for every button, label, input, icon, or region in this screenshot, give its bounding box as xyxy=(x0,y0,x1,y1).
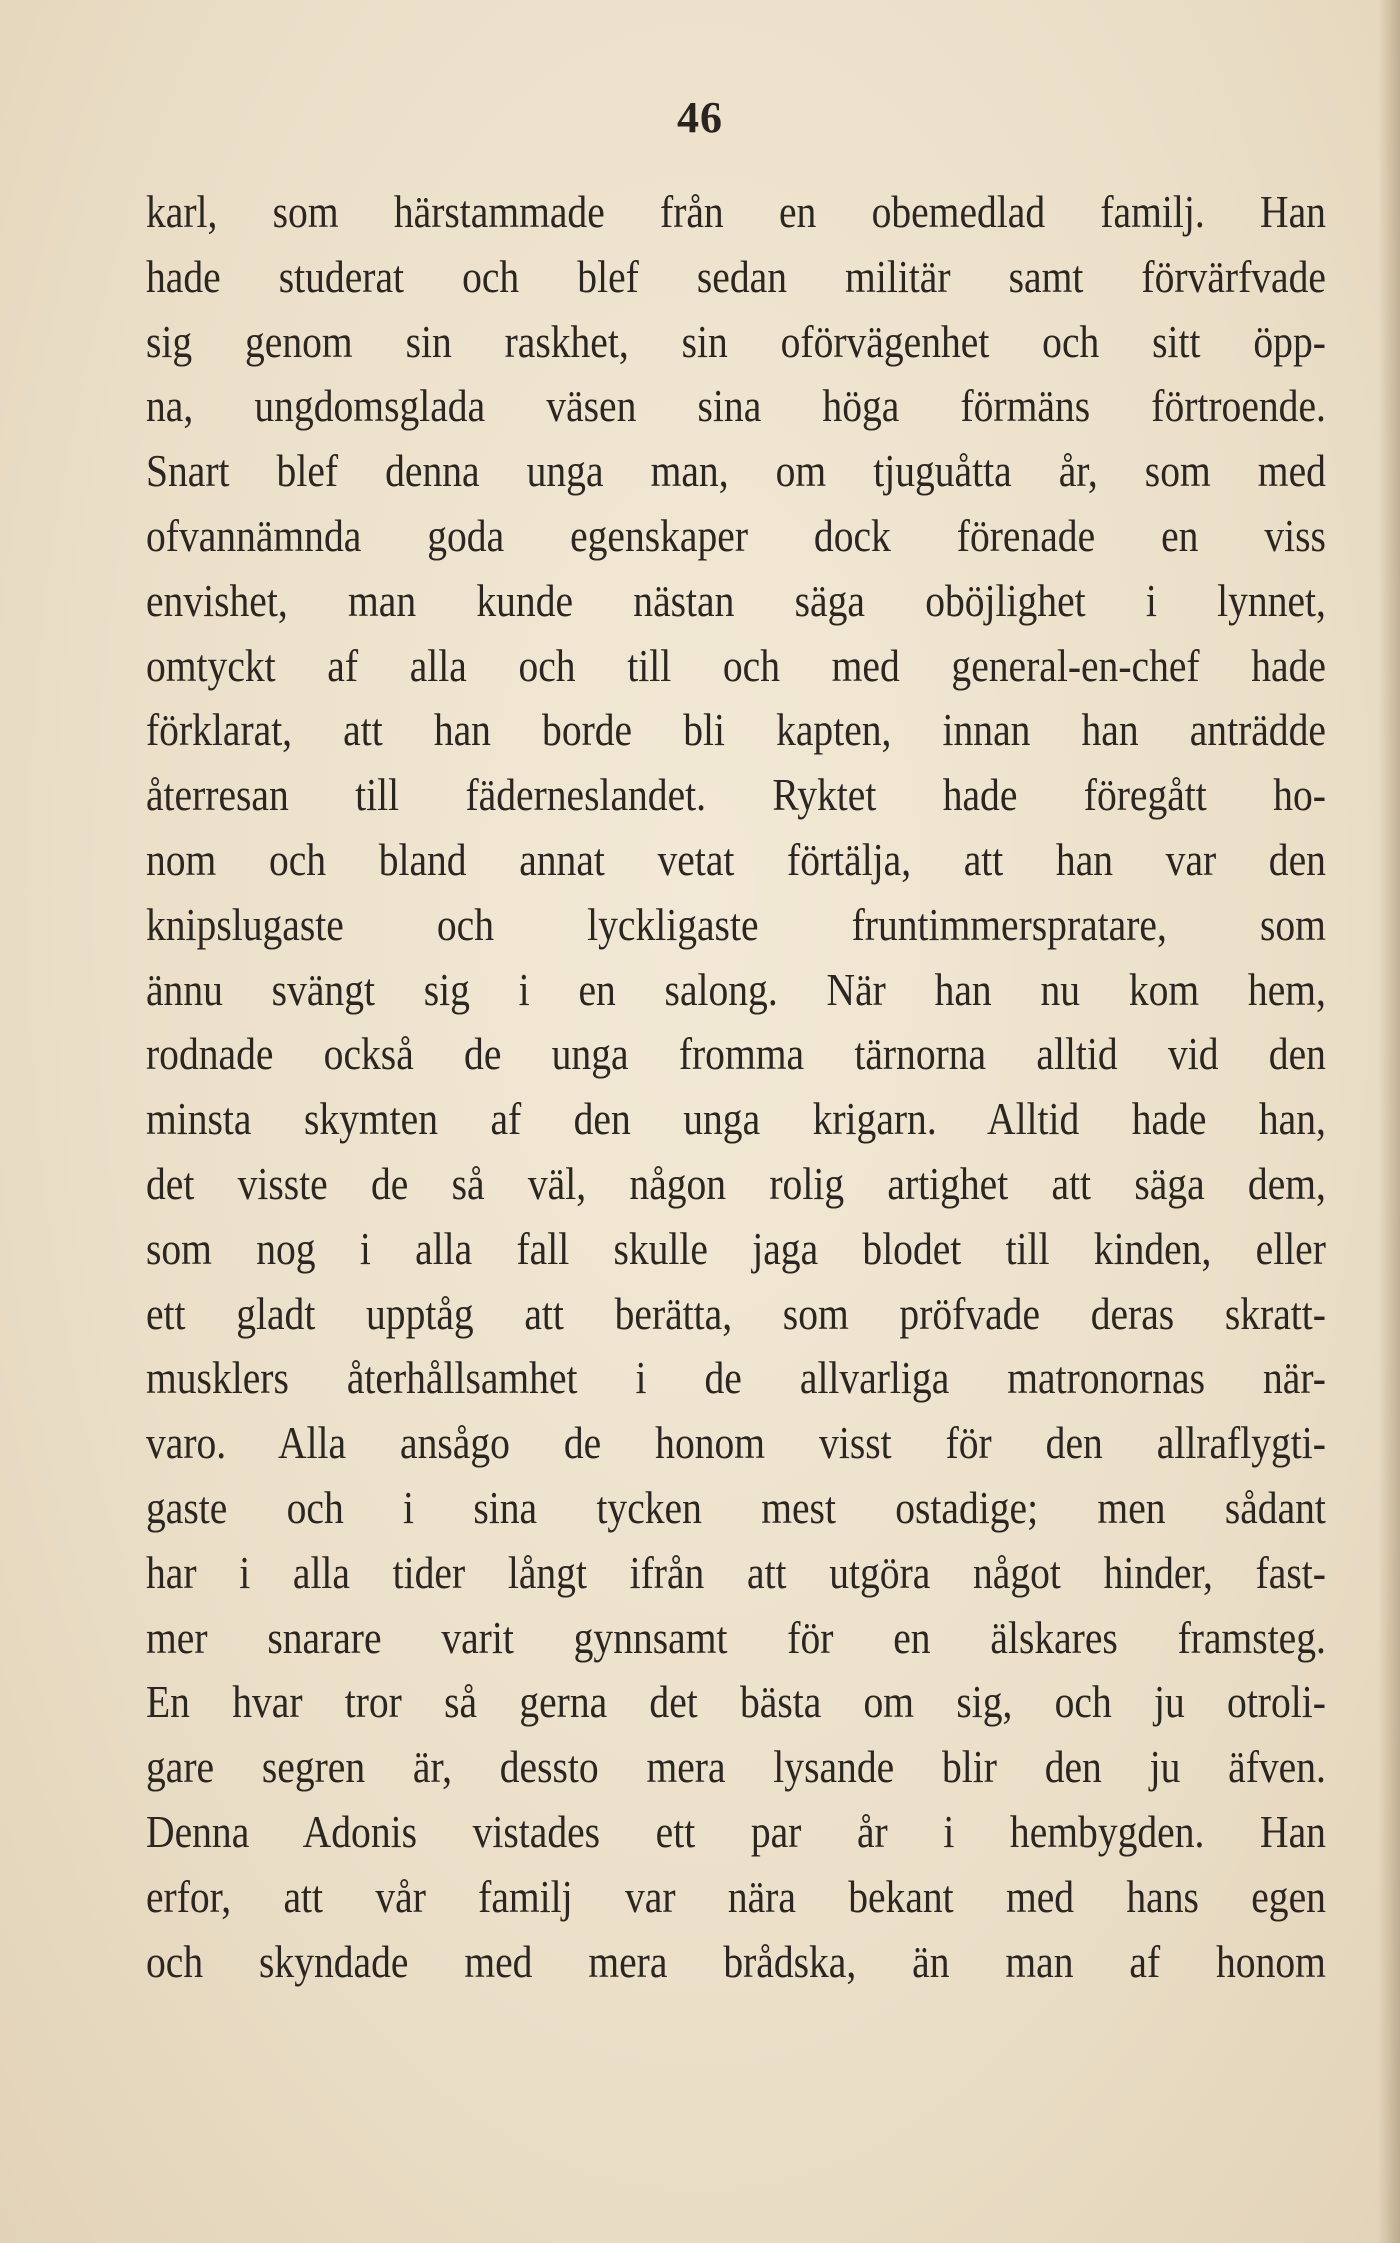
text-line: karl, som härstammade från en obemedlad familj. Han xyxy=(146,186,1326,237)
page-number: 46 xyxy=(677,93,723,142)
text-line: ett gladt upptåg att berätta, som pröfvade deras skratt- xyxy=(146,1287,1326,1339)
page-edge-shadow xyxy=(1378,0,1400,2243)
text-line: har i alla tider långt ifrån att utgöra något hinder, fast- xyxy=(146,1546,1326,1598)
text-line: erfor, att vår familj var nära bekant med hans egen xyxy=(146,1870,1326,1922)
text-line: knipslugaste och lyckligaste fruntimmerspratare, som xyxy=(146,898,1326,950)
text-line: Snart blef denna unga man, om tjuguåtta år, som med xyxy=(146,445,1326,497)
text-line: musklers återhållsamhet i de allvarliga matronornas när- xyxy=(146,1352,1326,1404)
text-line: ofvannämnda goda egenskaper dock förenade en viss xyxy=(146,509,1326,561)
text-line: hade studerat och blef sedan militär samt förvärfvade xyxy=(146,250,1326,302)
text-line: rodnade också de unga fromma tärnorna alltid vid den xyxy=(146,1028,1326,1080)
text-line: na, ungdomsglada väsen sina höga förmäns förtroende. xyxy=(146,380,1326,432)
text-line: och skyndade med mera brådska, än man af honom xyxy=(146,1935,1326,1987)
text-line: som nog i alla fall skulle jaga blodet till kinden, eller xyxy=(146,1222,1326,1274)
text-line: nom och bland annat vetat förtälja, att han var den xyxy=(146,833,1326,885)
text-line: gare segren är, dessto mera lysande blir den ju äfven. xyxy=(146,1741,1326,1793)
text-line: Denna Adonis vistades ett par år i hembygden. Han xyxy=(146,1805,1326,1857)
text-line: återresan till fäderneslandet. Ryktet hade föregått ho- xyxy=(146,769,1326,821)
text-line: envishet, man kunde nästan säga oböjlighet i lynnet, xyxy=(146,574,1326,626)
text-line: minsta skymten af den unga krigarn. Alltid hade han, xyxy=(146,1093,1326,1145)
text-line: sig genom sin raskhet, sin oförvägenhet och sitt öpp- xyxy=(146,315,1326,367)
text-line: En hvar tror så gerna det bästa om sig, och ju otroli- xyxy=(146,1676,1326,1728)
text-line: ännu svängt sig i en salong. När han nu kom hem, xyxy=(146,963,1326,1015)
text-line: förklarat, att han borde bli kapten, innan han anträdde xyxy=(146,704,1326,756)
text-line: det visste de så väl, någon rolig artighet att säga dem, xyxy=(146,1157,1326,1209)
body-text xyxy=(146,180,1326,1994)
text-line: mer snarare varit gynnsamt för en älskares framsteg. xyxy=(146,1611,1326,1663)
text-line: omtyckt af alla och till och med general-en-chef hade xyxy=(146,639,1326,691)
text-line: varo. Alla ansågo de honom visst för den allraflygti- xyxy=(146,1417,1326,1469)
text-line: gaste och i sina tycken mest ostadige; men sådant xyxy=(146,1481,1326,1533)
